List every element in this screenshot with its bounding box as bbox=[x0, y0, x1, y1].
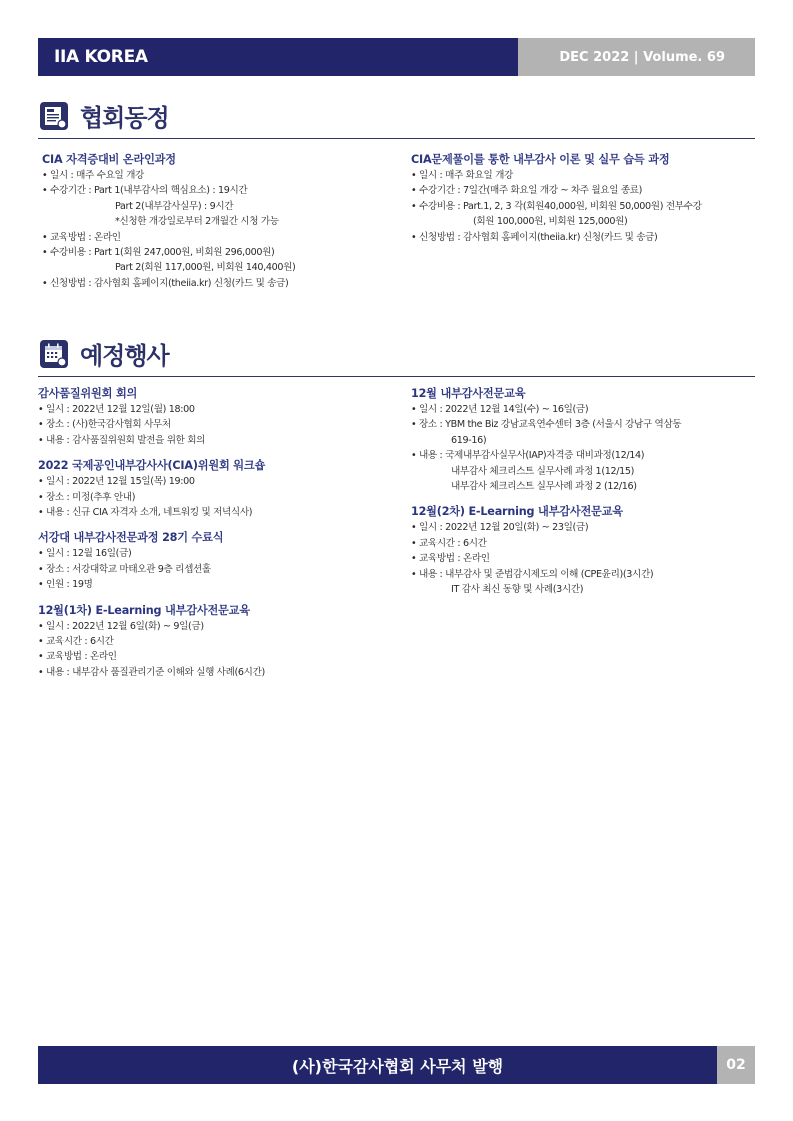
event-line: • 장소 : (사)한국감사협회 사무처 bbox=[38, 419, 171, 431]
news-line: • 교육방법 : 온라인 bbox=[42, 231, 121, 243]
news-line: • 일시 : 매주 화요일 개강 bbox=[411, 170, 513, 181]
brand-label: IIA KOREA bbox=[38, 38, 518, 76]
event-line: • 교육시간 : 6시간 bbox=[411, 537, 487, 549]
event-line: • 일시 : 2022년 12월 12일(월) 18:00 bbox=[38, 404, 195, 415]
event-quality-committee bbox=[38, 386, 265, 448]
news-line: • 수강기간 : Part 1(내부감사의 핵심요소) : 19시간 bbox=[42, 185, 248, 197]
event-title: 12월(1차) E-Learning 내부감사전문교육 bbox=[38, 603, 250, 617]
event-line: • 일시 : 2022년 12월 15일(목) 19:00 bbox=[38, 476, 195, 488]
news-section-header bbox=[38, 100, 755, 139]
event-line: • 일시 : 2022년 12월 20일(화) ~ 23일(금) bbox=[411, 522, 589, 534]
event-line: • 내용 : 국제내부감사실무사(IAP)자격증 대비과정(12/14) bbox=[411, 450, 645, 462]
event-title: 감사품질위원회 회의 bbox=[38, 387, 138, 400]
events-section-header bbox=[38, 338, 755, 377]
event-title: 12월 내부감사전문교육 bbox=[411, 387, 526, 400]
news-line: • 일시 : 매주 수요일 개강 bbox=[42, 170, 144, 181]
event-line: • 일시 : 12월 16일(금) bbox=[38, 548, 132, 560]
news-line: Part 2(회원 117,000원, 비회원 140,400원) bbox=[115, 262, 296, 274]
news-section-title: 협회동정 bbox=[80, 104, 169, 132]
event-sogang-graduation bbox=[38, 530, 265, 592]
news-item-cia-practice bbox=[411, 152, 702, 245]
event-line: • 교육시간 : 6시간 bbox=[38, 636, 114, 648]
event-line: • 장소 : 서강대학교 마태오관 9층 리셉션홀 bbox=[38, 563, 211, 575]
event-elearning-1 bbox=[38, 603, 265, 681]
event-december-training bbox=[411, 386, 681, 494]
event-line: • 인원 : 19명 bbox=[38, 579, 93, 591]
news-item-title: CIA 자격증대비 온라인과정 bbox=[42, 153, 176, 166]
event-line: • 내용 : 신규 CIA 자격자 소개, 네트워킹 및 저녁식사) bbox=[38, 507, 253, 519]
news-line: *신청한 개강일로부터 2개월간 시청 가능 bbox=[115, 216, 279, 228]
event-elearning-2 bbox=[411, 504, 681, 597]
news-line: • 신청방법 : 감사협회 홈페이지(theiia.kr) 신청(카드 및 송금) bbox=[42, 277, 289, 289]
event-title: 서강대 내부감사전문과정 28기 수료식 bbox=[38, 531, 224, 545]
event-line: 내부감사 체크리스트 실무사례 과정 2 (12/16) bbox=[451, 481, 637, 493]
event-line: • 교육방법 : 온라인 bbox=[38, 651, 117, 663]
event-cia-workshop bbox=[38, 458, 265, 520]
event-line: 내부감사 체크리스트 실무사례 과정 1(12/15) bbox=[451, 465, 634, 477]
news-line: • 신청방법 : 감사협회 홈페이지(theiia.kr) 신청(카드 및 송금) bbox=[411, 231, 658, 243]
news-line: (회원 100,000원, 비회원 125,000원) bbox=[473, 216, 628, 228]
news-line: • 수강비용 : Part 1(회원 247,000원, 비회원 296,000원) bbox=[42, 247, 275, 259]
event-line: • 장소 : YBM the Biz 강남교육연수센터 3층 (서울시 강남구 역삼동 bbox=[411, 419, 682, 431]
news-line: • 수강기간 : 7일간(매주 화요일 개강 ~ 차주 월요일 종료) bbox=[411, 185, 643, 197]
news-line: • 수강비용 : Part.1, 2, 3 각(회원40,000원, 비회원 50,000원) 전부수강 bbox=[411, 200, 702, 212]
event-title: 2022 국제공인내부감사사(CIA)위원회 워크숍 bbox=[38, 459, 266, 473]
event-line: • 일시 : 2022년 12월 6일(화) ~ 9일(금) bbox=[38, 620, 204, 632]
news-item-title: CIA문제풀이를 통한 내부감사 이론 및 실무 습득 과정 bbox=[411, 153, 670, 166]
footer-banner bbox=[38, 1046, 755, 1084]
page-number: 02 bbox=[717, 1046, 755, 1084]
event-line: • 내용 : 내부감사 및 준법감시제도의 이해 (CPE윤리)(3시간) bbox=[411, 568, 654, 580]
event-title: 12월(2차) E-Learning 내부감사전문교육 bbox=[411, 505, 623, 519]
event-line: IT 감사 최신 동향 및 사례(3시간) bbox=[451, 584, 584, 596]
events-right-column bbox=[411, 386, 681, 607]
event-line: • 교육방법 : 온라인 bbox=[411, 553, 490, 565]
publisher-label: (사)한국감사협회 사무처 발행 bbox=[38, 1046, 717, 1084]
events-left-column bbox=[38, 386, 265, 690]
top-banner bbox=[38, 38, 755, 76]
event-line: • 일시 : 2022년 12월 14일(수) ~ 16일(금) bbox=[411, 404, 589, 415]
event-line: • 내용 : 감사품질위원회 발전을 위한 회의 bbox=[38, 434, 206, 446]
event-line: • 내용 : 내부감사 품질관리기준 이해와 실행 사례(6시간) bbox=[38, 666, 265, 678]
event-line: 619-16) bbox=[451, 434, 487, 446]
event-line: • 장소 : 미정(추후 안내) bbox=[38, 491, 136, 503]
events-section-title: 예정행사 bbox=[80, 342, 169, 370]
calendar-icon bbox=[40, 340, 68, 368]
news-line: Part 2(내부감사실무) : 9시간 bbox=[115, 200, 234, 212]
news-item-cia-online bbox=[42, 152, 295, 291]
news-document-icon bbox=[40, 102, 68, 130]
issue-label: DEC 2022 | Volume. 69 bbox=[518, 38, 755, 76]
